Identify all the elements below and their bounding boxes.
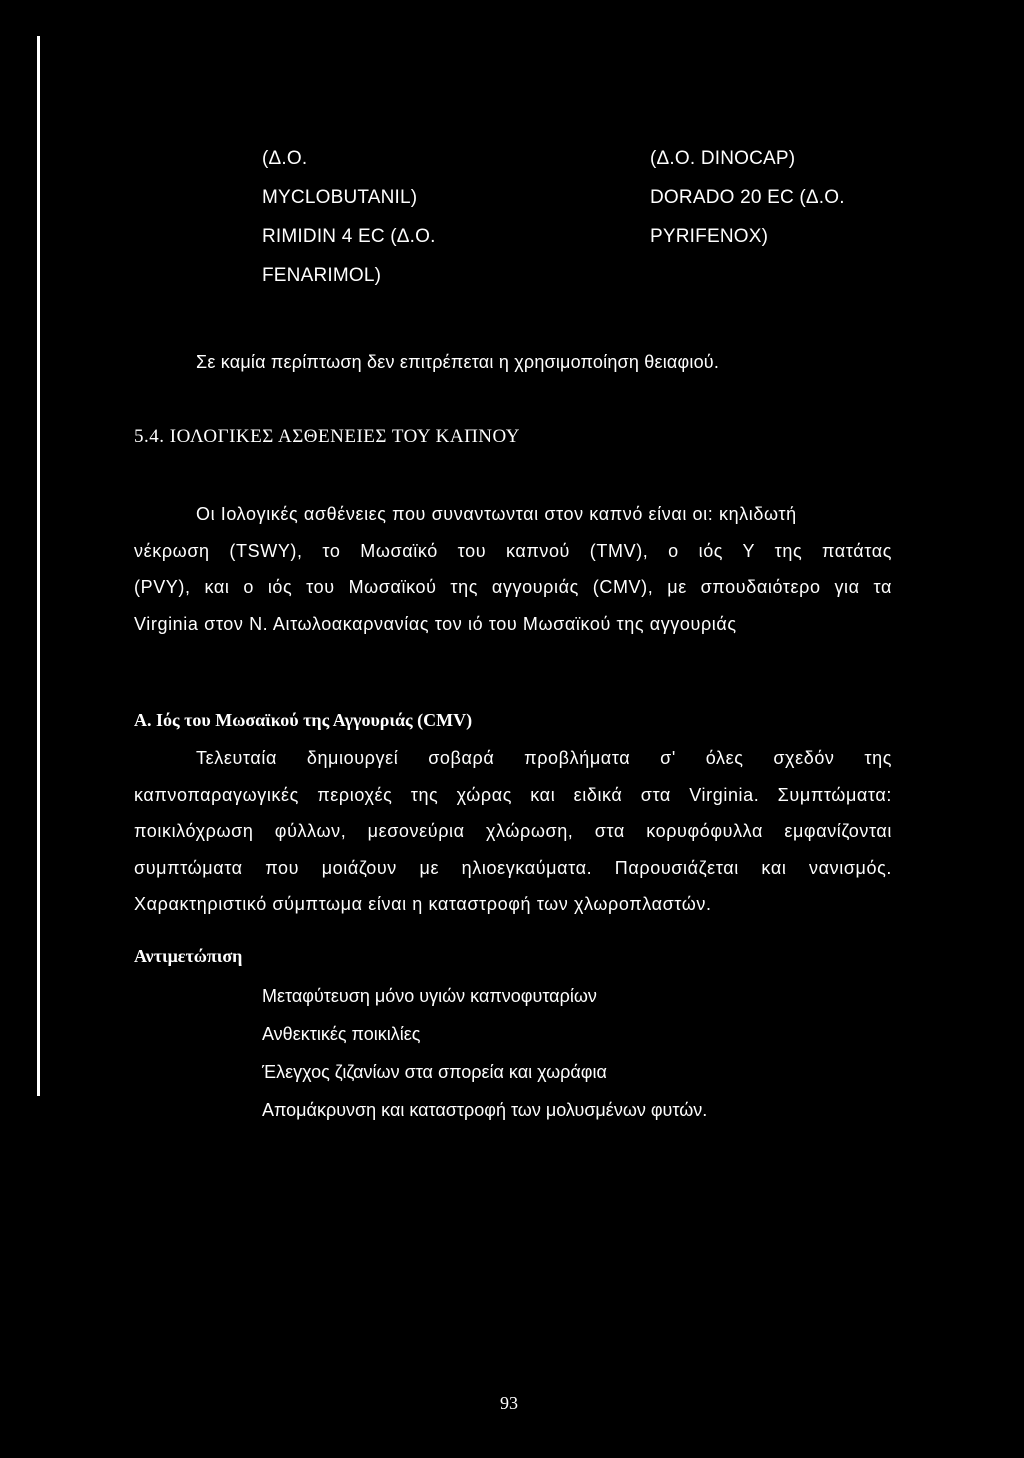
section-heading: 5.4. ΙΟΛΟΓΙΚΕΣ ΑΣΘΕΝΕΙΕΣ ΤΟΥ ΚΑΠΝΟΥ <box>134 426 521 447</box>
intro-paragraph <box>134 502 892 648</box>
page-number: 93 <box>500 1393 518 1413</box>
fungicide-right-line: PYRIFENOX) <box>650 226 769 247</box>
paragraph-line: ποικιλόχρωση φύλλων, μεσονεύρια χλώρωση, στα κορυφόφυλλα εμφανίζονται <box>134 821 892 841</box>
treatment-item: Έλεγχος ζιζανίων στα σπορεία και χωράφια <box>262 1062 607 1082</box>
fungicide-left-line: RIMIDIN 4 EC (Δ.Ο. <box>262 226 436 247</box>
treatment-item: Μεταφύτευση μόνο υγιών καπνοφυταρίων <box>262 986 597 1006</box>
paragraph-line: (PVY), και ο ιός του Μωσαϊκού της αγγουριάς (CMV), με σπουδαιότερο για τα <box>134 577 892 597</box>
treatment-item: Ανθεκτικές ποικιλίες <box>262 1024 421 1044</box>
treatment-title: Αντιμετώπιση <box>134 946 243 966</box>
fungicide-right-line: (Δ.Ο. DINOCAP) <box>650 148 796 169</box>
fungicide-left-line: (Δ.Ο. <box>262 148 308 169</box>
fungicide-left-line: FENARIMOL) <box>262 265 382 286</box>
paragraph-line: Χαρακτηριστικό σύμπτωμα είναι η καταστροφή των χλωροπλαστών. <box>134 894 712 914</box>
fungicide-right-line: DORADO 20 EC (Δ.Ο. <box>650 187 845 208</box>
paragraph-line: νέκρωση (TSWY), το Μωσαϊκό του καπνού (TMV), ο ιός Υ της πατάτας <box>134 540 892 561</box>
cmv-paragraph <box>134 746 892 929</box>
fungicide-left-line: MYCLOBUTANIL) <box>262 187 418 208</box>
paragraph-line: καπνοπαραγωγικές περιοχές της χώρας και ειδικά στα Virginia. Συμπτώματα: <box>134 784 892 805</box>
sulfur-note: Σε καμία περίπτωση δεν επιτρέπεται η χρησιμοποίηση θειαφιού. <box>196 352 720 372</box>
left-margin-rule <box>37 36 40 1096</box>
paragraph-line: Τελευταία δημιουργεί σοβαρά προβλήματα σ' όλες σχεδόν της <box>196 748 892 768</box>
cmv-heading: Α. Ιός του Μωσαϊκού της Αγγουριάς (CMV) <box>134 710 473 730</box>
paragraph-line: συμπτώματα που μοιάζουν με ηλιοεγκαύματα. Παρουσιάζεται και νανισμός. <box>134 857 892 878</box>
paragraph-line: Οι Ιολογικές ασθένειες που συναντωνται στον καπνό είναι οι: κηλιδωτή <box>196 504 797 524</box>
paragraph-line: Virginia στον Ν. Αιτωλοακαρνανίας τον ιό του Μωσαϊκού της αγγουριάς <box>134 613 737 634</box>
treatment-item: Απομάκρυνση και καταστροφή των μολυσμένων φυτών. <box>262 1100 708 1120</box>
